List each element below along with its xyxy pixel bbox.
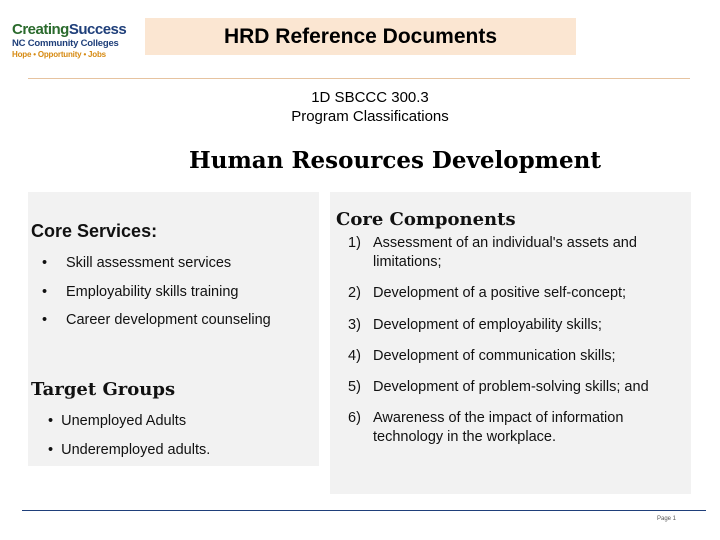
creating-success-logo: [12, 22, 130, 68]
core-service-item: • Skill assessment services: [42, 255, 232, 271]
bullet-icon: •: [42, 284, 48, 300]
core-service-item: • Employability skills training: [42, 284, 239, 300]
core-component-item: [348, 378, 678, 397]
item-text: Development of problem-solving skills; and: [373, 379, 649, 395]
bottom-divider: [22, 510, 706, 511]
bullet-icon: •: [48, 442, 54, 458]
logo-tagline: Hope • Opportunity • Jobs: [12, 50, 106, 59]
core-service-item: • Career development counseling: [42, 312, 271, 328]
core-component-item: [348, 347, 678, 366]
item-text: Awareness of the impact of information technology in the workplace.: [373, 410, 624, 445]
core-components-title: Core Components: [336, 209, 516, 230]
logo-line1b: Success: [68, 21, 127, 38]
document-subtitle: Program Classifications: [291, 108, 449, 125]
logo-line1a: Creating: [12, 21, 69, 38]
page-heading: Human Resources Development: [189, 147, 601, 174]
target-group-item: • Unemployed Adults: [48, 413, 187, 429]
item-text: Development of employability skills;: [373, 317, 602, 333]
core-component-item: [348, 234, 678, 272]
item-number: 3): [348, 317, 361, 333]
item-number: 6): [348, 410, 361, 426]
document-code: 1D SBCCC 300.3: [311, 89, 429, 106]
page-number: Page 1: [657, 516, 677, 522]
item-number: 2): [348, 285, 361, 301]
item-text: Assessment of an individual's assets and limitations;: [373, 235, 637, 270]
bullet-icon: •: [42, 255, 48, 271]
bullet-icon: •: [48, 413, 54, 429]
core-component-item: [348, 284, 678, 303]
target-groups-title: Target Groups: [31, 379, 176, 400]
core-component-item: [348, 316, 678, 335]
top-divider: [28, 78, 690, 79]
core-services-title: Core Services:: [31, 221, 158, 241]
item-text: Development of a positive self-concept;: [373, 285, 627, 301]
item-number: 1): [348, 235, 361, 251]
slide-title: HRD Reference Documents: [145, 18, 576, 55]
item-number: 5): [348, 379, 361, 395]
core-component-item: [348, 409, 678, 447]
target-group-item: • Underemployed adults.: [48, 442, 211, 458]
item-text: Development of communication skills;: [373, 348, 616, 364]
item-number: 4): [348, 348, 361, 364]
bullet-icon: •: [42, 312, 48, 328]
logo-line2: NC Community Colleges: [12, 38, 119, 49]
